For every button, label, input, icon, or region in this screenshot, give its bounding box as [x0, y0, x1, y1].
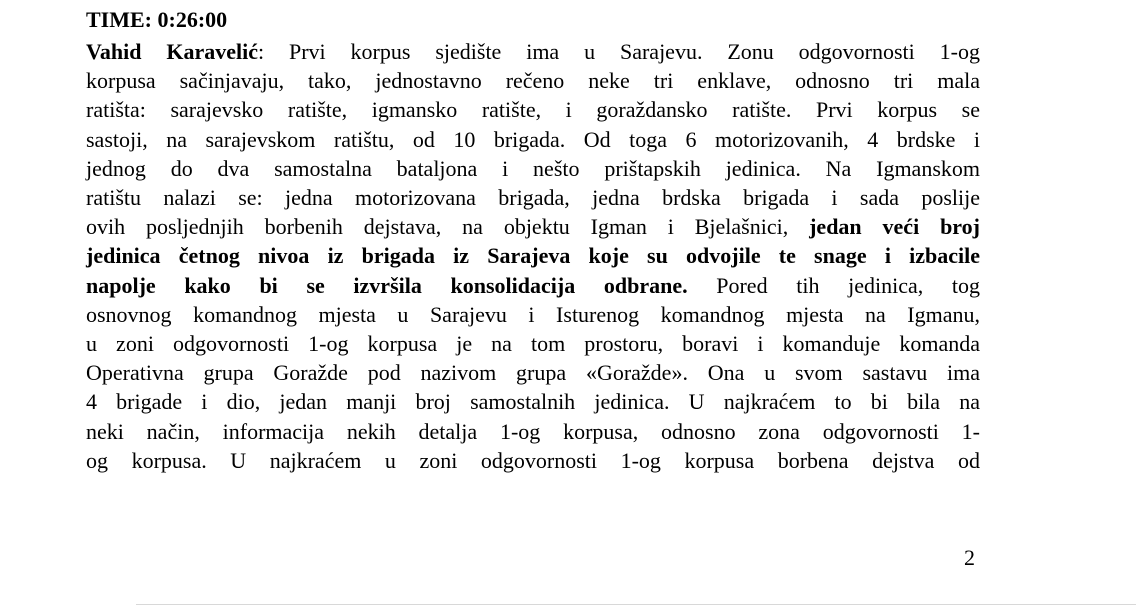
text-line — [86, 125, 980, 154]
text-segment: korpusa sačinjavaju, tako, jednostavno rečeno neke tri enklave, odnosno tri mala — [86, 68, 980, 94]
text-line — [86, 358, 980, 387]
text-line — [86, 154, 980, 183]
page-number: 2 — [964, 545, 975, 570]
text-line — [86, 329, 980, 358]
text-line — [86, 300, 980, 329]
text-line — [86, 241, 980, 270]
bold-text-segment: Vahid Karavelić — [86, 39, 258, 64]
text-segment: osnovnog komandnog mjesta u Sarajevu i Isturenog komandnog mjesta na Igmanu, — [86, 301, 980, 327]
text-line — [86, 183, 980, 212]
text-segment: neki način, informacija nekih detalja 1-og korpusa, odnosno zona odgovornosti 1- — [86, 418, 980, 444]
timestamp-heading — [86, 7, 227, 33]
text-line — [86, 95, 980, 124]
text-segment: og korpusa. U najkraćem u zoni odgovornosti 1-og korpusa borbena dejstva od — [86, 447, 980, 473]
text-segment: sastoji, na sarajevskom ratištu, od 10 brigada. Od toga 6 motorizovanih, 4 brdske i — [86, 126, 980, 152]
text-line — [86, 417, 980, 446]
text-segment: : Prvi korpus sjedište ima u Sarajevu. Zonu odgovornosti 1-og — [257, 39, 980, 64]
text-line — [86, 66, 980, 95]
text-segment: ratištu nalazi se: jedna motorizovana brigada, jedna brdska brigada i sada poslije — [86, 185, 980, 211]
bold-text-segment: jedan veći broj — [809, 214, 980, 240]
bold-text-segment: napolje kako bi se izvršila konsolidacija odbrane. — [86, 272, 688, 298]
text-line — [86, 387, 980, 416]
transcript-paragraph — [86, 37, 980, 475]
text-line — [86, 446, 980, 475]
time-value: 0:26:00 — [157, 7, 228, 32]
text-line — [86, 271, 980, 300]
bold-text-segment: jedinica četnog nivoa iz brigada iz Sarajeva koje su odvojile te snage i izbacile — [86, 243, 980, 269]
text-segment: ratišta: sarajevsko ratište, igmansko ratište, i goraždansko ratište. Prvi korpus se — [86, 97, 980, 123]
text-segment: Operativna grupa Goražde pod nazivom grupa «Goražde». Ona u svom sastavu ima — [86, 360, 980, 386]
text-line — [86, 37, 980, 66]
text-segment: 4 brigade i dio, jedan manji broj samostalnih jedinica. U najkraćem to bi bila na — [86, 389, 980, 415]
time-label: TIME: — [86, 7, 152, 32]
text-segment: ovih posljednjih borbenih dejstava, na objektu Igman i Bjelašnici, — [86, 214, 810, 240]
text-segment: u zoni odgovornosti 1-og korpusa je na tom prostoru, boravi i komanduje komanda — [86, 331, 980, 357]
text-line — [86, 212, 980, 241]
text-segment: Pored tih jedinica, tog — [687, 272, 980, 298]
page-bottom-edge — [136, 604, 1136, 605]
text-segment: jednog do dva samostalna bataljona i nešto prištapskih jedinica. Na Igmanskom — [86, 155, 980, 181]
